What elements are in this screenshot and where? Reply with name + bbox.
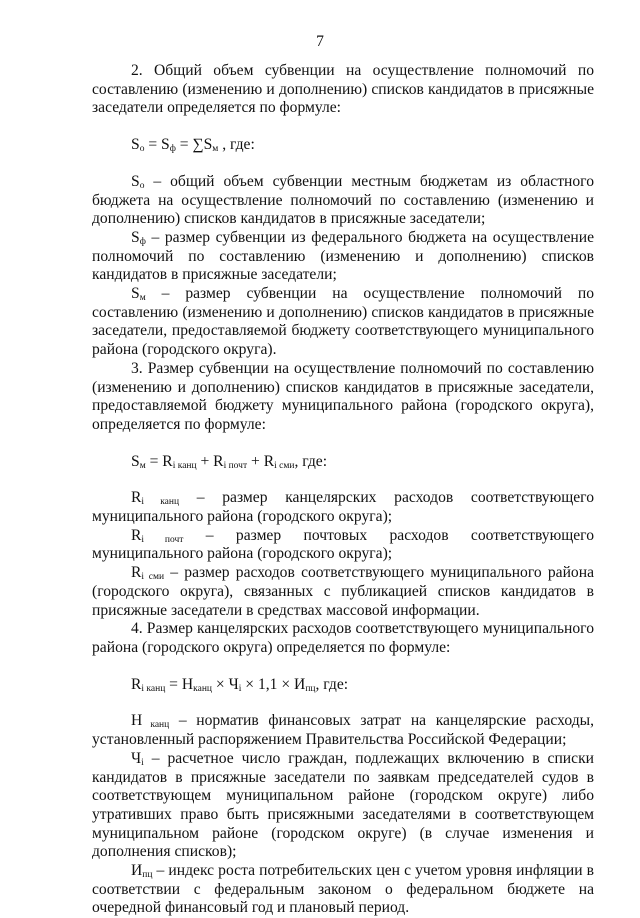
subscript: канц xyxy=(193,683,212,694)
definition-r-kanc xyxy=(92,489,594,526)
symbol: R xyxy=(131,564,142,582)
symbol-r: R xyxy=(131,675,142,693)
symbol: S xyxy=(131,228,140,246)
definition-s-o xyxy=(92,173,594,229)
subscript: м xyxy=(139,460,146,471)
formula-municipal-subvention xyxy=(92,453,594,472)
page-number: 7 xyxy=(316,33,324,50)
subscript: i xyxy=(141,757,144,768)
symbol: И xyxy=(131,862,143,880)
subscript: пц xyxy=(142,870,153,881)
operator: + xyxy=(247,452,264,470)
symbol: S xyxy=(131,285,140,303)
operator: + xyxy=(196,452,214,470)
symbol-r: R xyxy=(263,452,275,470)
definition-h-kanc xyxy=(92,712,594,749)
subscript: i почт xyxy=(141,534,184,545)
subscript: м xyxy=(212,144,219,155)
definition-text: – норматив финансовых затрат на канцелярские расходы, установленный распоряжением Правительства Российской Федерации; xyxy=(92,712,595,749)
definition-r-pocht xyxy=(92,527,594,564)
subscript: о xyxy=(139,180,145,191)
definition-text: – индекс роста потребительских цен с учетом уровня инфляции в соответствии с федеральным законом о федеральном бюджете на очередной финансовый год и плановый период. xyxy=(92,862,594,917)
formula-tail: , где: xyxy=(294,452,328,470)
subscript: i сми xyxy=(274,460,295,471)
subscript: i канц xyxy=(141,497,180,508)
definition-s-m xyxy=(92,285,594,360)
symbol-r: R xyxy=(213,452,224,470)
definition-text: – размер субвенции из федерального бюджета на осуществление полномочий по составлению (изменению и дополнению) списков кандидатов в присяжные заседатели; xyxy=(92,228,594,284)
symbol: R xyxy=(131,489,142,507)
operator: = xyxy=(144,136,162,154)
definition-text: – размер почтовых расходов соответствующего муниципального района (городского округа); xyxy=(92,526,594,563)
definition-s-f xyxy=(92,229,594,285)
symbol: R xyxy=(131,526,142,544)
operator: = ∑ xyxy=(175,136,204,154)
subscript: ф xyxy=(139,236,146,247)
subscript: i почт xyxy=(223,460,248,471)
symbol-s: S xyxy=(161,136,170,154)
subscript: i канц xyxy=(141,683,166,694)
symbol: Ч xyxy=(131,749,142,767)
paragraph-3: 3. Размер субвенции на осуществление полномочий по составлению (изменению и дополнению) списков кандидатов в присяжные заседатели, предоставляемой бюджету муниципального района (городского округа), определяется по формуле: xyxy=(92,359,594,433)
formula-tail: , где: xyxy=(218,136,255,154)
document-body xyxy=(92,62,594,918)
subscript: пц xyxy=(305,683,316,694)
definition-text: – размер канцелярских расходов соответствующего муниципального района (городского округа); xyxy=(92,489,594,526)
symbol-s: S xyxy=(131,136,140,154)
definition-text: – расчетное число граждан, подлежащих включению в списки кандидатов в присяжные заседатели по заявкам председателей судов в соответствующем муниципальном районе (городском округе) либо утративших право быть присяжными заседателями в соответствующем муниципальном районе (городском округе) (в случае изменения и дополнения списков); xyxy=(92,749,594,861)
operator: × Ч xyxy=(212,675,239,693)
paragraph-4: 4. Размер канцелярских расходов соответствующего муниципального района (городского округа) определяется по формуле: xyxy=(92,620,594,656)
definition-r-smi xyxy=(92,564,594,620)
definition-text: – общий объем субвенции местным бюджетам из областного бюджета на осуществление полномочий по составлению (изменению и дополнению) списков кандидатов в присяжные заседатели; xyxy=(92,172,594,228)
subscript: i xyxy=(238,683,242,694)
symbol: S xyxy=(131,172,140,190)
definition-i-pc xyxy=(92,862,594,918)
operator: = xyxy=(165,675,182,693)
subscript: i канц xyxy=(172,460,197,471)
definition-text: – размер субвенции на осуществление полномочий по составлению (изменению и дополнению) списков кандидатов в присяжные заседатели, предоставляемой бюджету соответствующего муниципального района (городского округа). xyxy=(92,285,594,359)
operator: × 1,1 × И xyxy=(241,675,306,693)
symbol-s: S xyxy=(131,452,140,470)
subscript: о xyxy=(139,144,145,155)
subscript: м xyxy=(139,293,146,304)
subscript: канц xyxy=(142,720,170,731)
symbol-h: Н xyxy=(181,675,194,693)
formula-office-expenses xyxy=(92,676,594,695)
definition-ch-i xyxy=(92,750,594,862)
paragraph-2: 2. Общий объем субвенции на осуществление полномочий по составлению (изменению и дополнению) списков кандидатов в присяжные заседатели определяется по формуле: xyxy=(92,62,594,117)
formula-total-subvention xyxy=(92,136,594,155)
formula-tail: , где: xyxy=(315,675,349,693)
symbol-s: S xyxy=(203,136,213,154)
subscript: ф xyxy=(169,144,176,155)
operator: = xyxy=(145,452,163,470)
symbol: Н xyxy=(131,712,143,730)
symbol-r: R xyxy=(162,452,173,470)
subscript: i сми xyxy=(141,572,165,583)
definition-text: – размер расходов соответствующего муниципального района (городского округа), связанных с публикацией списков кандидатов в присяжные заседатели в средствах массовой информации. xyxy=(92,564,594,619)
